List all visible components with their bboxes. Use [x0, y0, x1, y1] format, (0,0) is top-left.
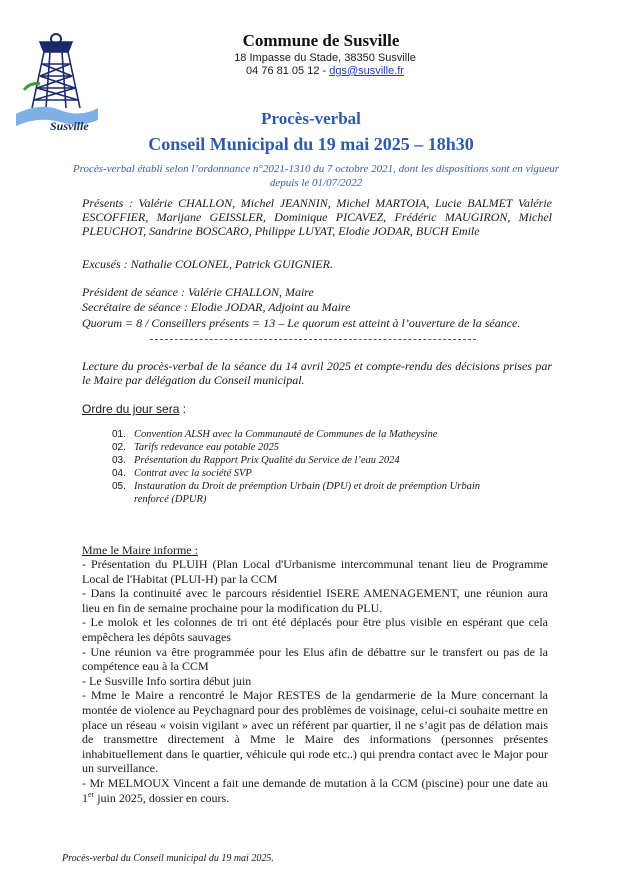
agenda-item-number: 05. — [112, 481, 126, 492]
mayor-informs-label: Mme le Maire informe — [82, 543, 192, 557]
information-item: - Le molok et les colonnes de tri ont été déplacés pour être plus visible en espérant que cela empêchera les dépôts sauvages — [82, 615, 548, 644]
commune-contact — [200, 65, 450, 78]
agenda-item-number: 01. — [112, 429, 126, 440]
agenda-item-number: 03. — [112, 455, 126, 466]
agenda-item-number: 02. — [112, 442, 126, 453]
agenda-item-text: Tarifs redevance eau potable 2025 — [134, 442, 280, 453]
agenda-item — [112, 467, 512, 480]
agenda-item-text: Présentation du Rapport Prix Qualité du Service de l’eau 2024 — [134, 455, 400, 466]
document-title: Procès-verbal — [261, 109, 361, 128]
agenda-item — [112, 480, 512, 506]
agenda-item — [112, 428, 512, 441]
agenda-heading — [82, 402, 186, 416]
commune-phone: 04 76 81 05 12 - — [246, 65, 327, 77]
agenda-heading-label: Ordre du jour sera — [82, 402, 180, 416]
information-item: - Mme le Maire a rencontré le Major RESTES de la gendarmerie de la Mure concernant la montée de violence au Peychagnard pour des problèmes de voisinage, celui-ci souhaite mettre en place un réseau « voisin vigilant » avec un référent par quartier, il ne s’agit pas de délation mais de transmettre directement à Mme le Maire des informations (personnes présentes inhabituellement dans le quartier, véhicule qui rode etc..) qui prendra contact avec le Major pour un surveillance. — [82, 688, 548, 776]
agenda-item-text: Instauration du Droit de préemption Urbain (DPU) et droit de préemption Urbain renforcé (DPUR) — [134, 481, 480, 505]
information-item: - Dans la continuité avec le parcours résidentiel ISERE AMENAGEMENT, une réunion aura lieu en fin de semaine prochaine pour la modification du PLU. — [82, 586, 548, 615]
president-line: Président de séance : Valérie CHALLON, Maire — [82, 285, 314, 299]
commune-name: Commune de Susville — [242, 31, 400, 50]
mayor-informs-colon: : — [191, 543, 198, 557]
presents-list: Présents : Valérie CHALLON, Michel JEANNIN, Michel MARTOIA, Lucie BALMET Valérie ESCOFFIER, Marijane GEISSLER, Dominique PICAVEZ, Frédéric MAUGIRON, Michel PLEUCHOT, Sandrine BOSCARO, Philippe LUYAT, Elodie JODAR, BUCH Emile — [82, 196, 552, 238]
agenda-item-number: 04. — [112, 468, 126, 479]
secretaire-line: Secrétaire de séance : Elodie JODAR, Adjoint au Maire — [82, 300, 351, 314]
agenda-item-text: Contrat avec la société SVP — [134, 468, 252, 479]
excuses-list: Excusés : Nathalie COLONEL, Patrick GUIGNIER. — [82, 257, 333, 271]
page-footer: Procès-verbal du Conseil municipal du 19 mai 2025. — [62, 853, 274, 864]
agenda-item-text: Convention ALSH avec la Communauté de Communes de la Matheysine — [134, 429, 438, 440]
information-item: - Le Susville Info sortira début juin — [82, 673, 252, 688]
mayor-informations — [82, 557, 548, 805]
last-info-before: - Mr MELMOUX Vincent a fait une demande de mutation à la CCM (piscine) pour une date au 1 — [82, 775, 548, 805]
information-item: - Une réunion va être programmée pour les Elus afin de débattre sur le transfert ou pas de la compétence eau à la CCM — [82, 644, 548, 674]
logo-text: Susville — [50, 119, 89, 133]
agenda-item — [112, 441, 512, 454]
last-info-after: juin 2025, dossier en cours. — [94, 790, 230, 805]
commune-address: 18 Impasse du Stade, 38350 Susville — [234, 52, 416, 64]
ordinance-note: Procès-verbal établi selon l’ordonnance n°2021-1310 du 7 octobre 2021, dont les dispositions sont en vigueur depuis le 01/07/2022 — [72, 163, 560, 189]
agenda-heading-colon: : — [179, 402, 187, 416]
information-item: - Présentation du PLUIH (Plan Local d'Urbanisme intercommunal tenant lieu de Programme Local de l'Habitat (PLUI-H) par la CCM — [82, 557, 548, 586]
information-item-last — [82, 776, 548, 805]
last-info-sup: er — [88, 789, 95, 799]
document-subtitle: Conseil Municipal du 19 mai 2025 – 18h30 — [148, 134, 474, 154]
agenda-list — [112, 428, 512, 506]
commune-email-link[interactable]: dgs@susville.fr — [329, 65, 404, 77]
agenda-item — [112, 454, 512, 467]
separator-line — [150, 339, 476, 340]
quorum-line: Quorum = 8 / Conseillers présents = 13 – Le quorum est atteint à l’ouverture de la séance. — [82, 316, 521, 330]
lecture-paragraph: Lecture du procès-verbal de la séance du 14 avril 2025 et compte-rendu des décisions prises par le Maire par délégation du Conseil municipal. — [82, 359, 552, 387]
commune-address-block — [200, 52, 450, 78]
mayor-informs-heading — [82, 543, 198, 558]
